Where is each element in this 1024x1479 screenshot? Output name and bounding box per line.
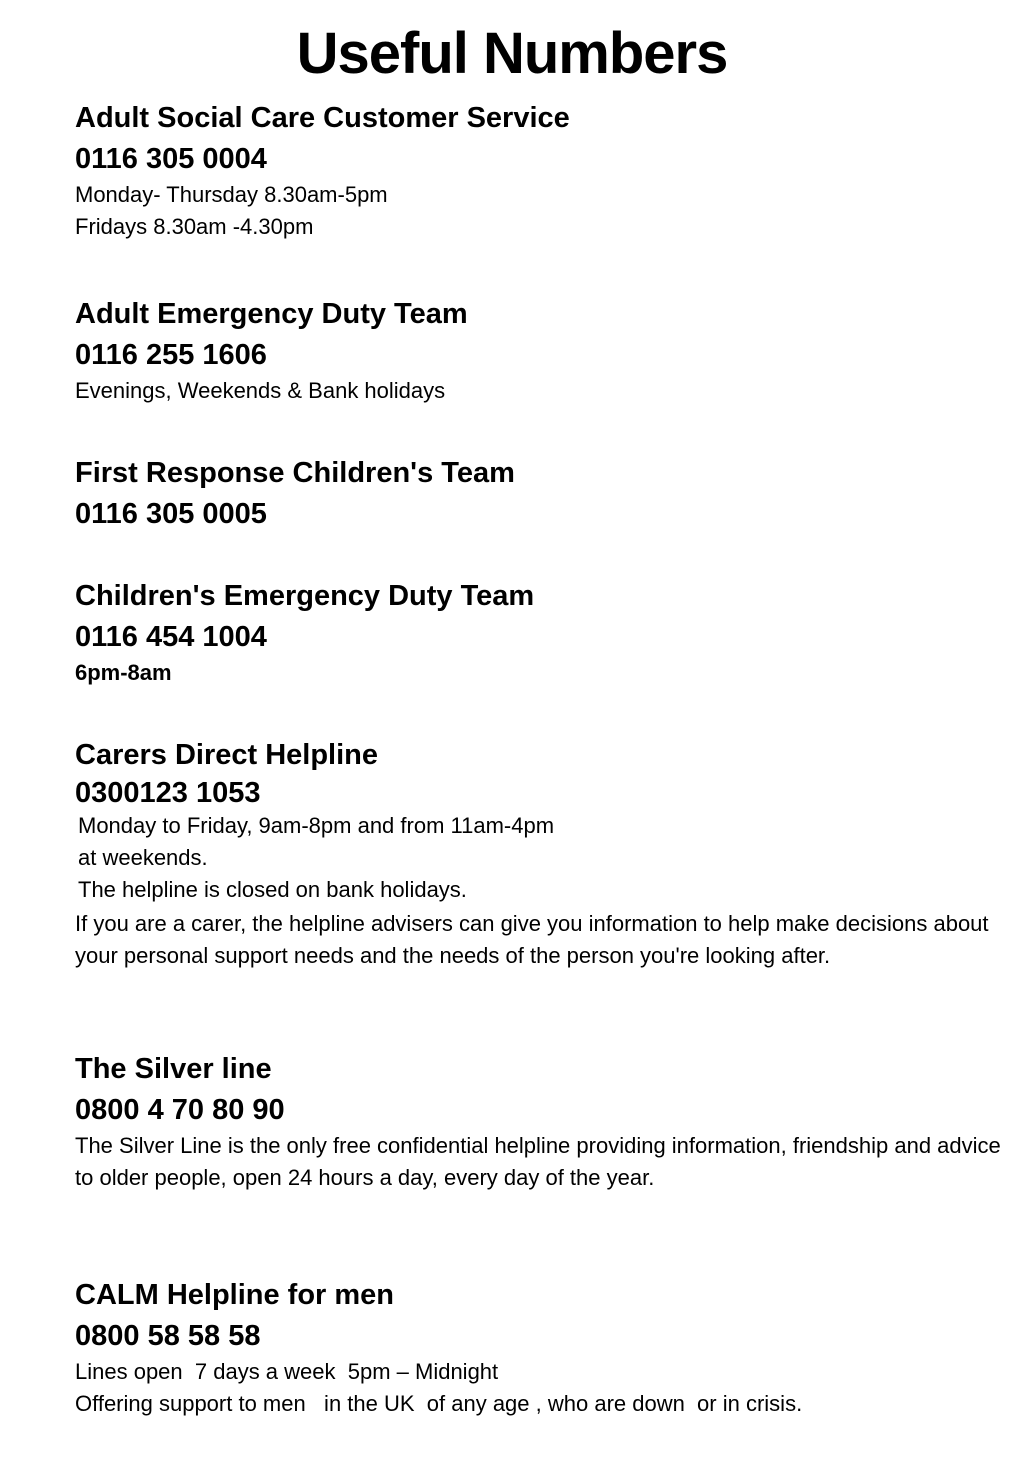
section-heading: The Silver line [75,1053,272,1085]
section-adult-social-care [75,98,1005,243]
section-children-emergency-duty [75,576,1005,689]
section-adult-emergency-duty [75,294,1005,407]
section-heading: First Response Children's Team [75,457,515,489]
section-silver-line [75,1049,1005,1194]
section-heading: Adult Social Care Customer Service [75,102,570,134]
section-first-response-children [75,453,1005,534]
opening-hours: Lines open 7 days a week 5pm – Midnight [75,1359,499,1385]
section-calm-helpline [75,1275,1005,1420]
opening-hours: Fridays 8.30am -4.30pm [75,214,314,240]
section-heading: Carers Direct Helpline [75,739,379,771]
opening-hours: Monday- Thursday 8.30am-5pm [75,182,388,208]
service-description: The Silver Line is the only free confidential helpline providing information, friendship and advice to older people, open 24 hours a day, every day of the year. [75,1133,1001,1191]
section-carers-direct [75,735,1005,972]
phone-number[interactable]: 0300123 1053 [75,776,261,809]
phone-number[interactable]: 0800 4 70 80 90 [75,1093,285,1126]
section-heading: CALM Helpline for men [75,1279,395,1311]
opening-hours: 6pm-8am [75,660,172,686]
closure-note: The helpline is closed on bank holidays. [78,877,467,903]
phone-number[interactable]: 0116 255 1606 [75,338,267,371]
page-title: Useful Numbers [296,21,728,86]
section-heading: Adult Emergency Duty Team [75,298,468,330]
phone-number[interactable]: 0116 454 1004 [75,620,267,653]
section-heading: Children's Emergency Duty Team [75,580,535,612]
opening-hours: Monday to Friday, 9am-8pm and from 11am-4pm at weekends. [78,813,555,871]
phone-number[interactable]: 0116 305 0005 [75,497,267,530]
opening-hours: Evenings, Weekends & Bank holidays [75,378,446,404]
phone-number[interactable]: 0116 305 0004 [75,142,267,175]
phone-number[interactable]: 0800 58 58 58 [75,1319,261,1352]
service-description: Offering support to men in the UK of any age , who are down or in crisis. [75,1391,803,1417]
service-description: If you are a carer, the helpline advisers can give you information to help make decisions about your personal support needs and the needs of the person you're looking after. [75,911,989,969]
